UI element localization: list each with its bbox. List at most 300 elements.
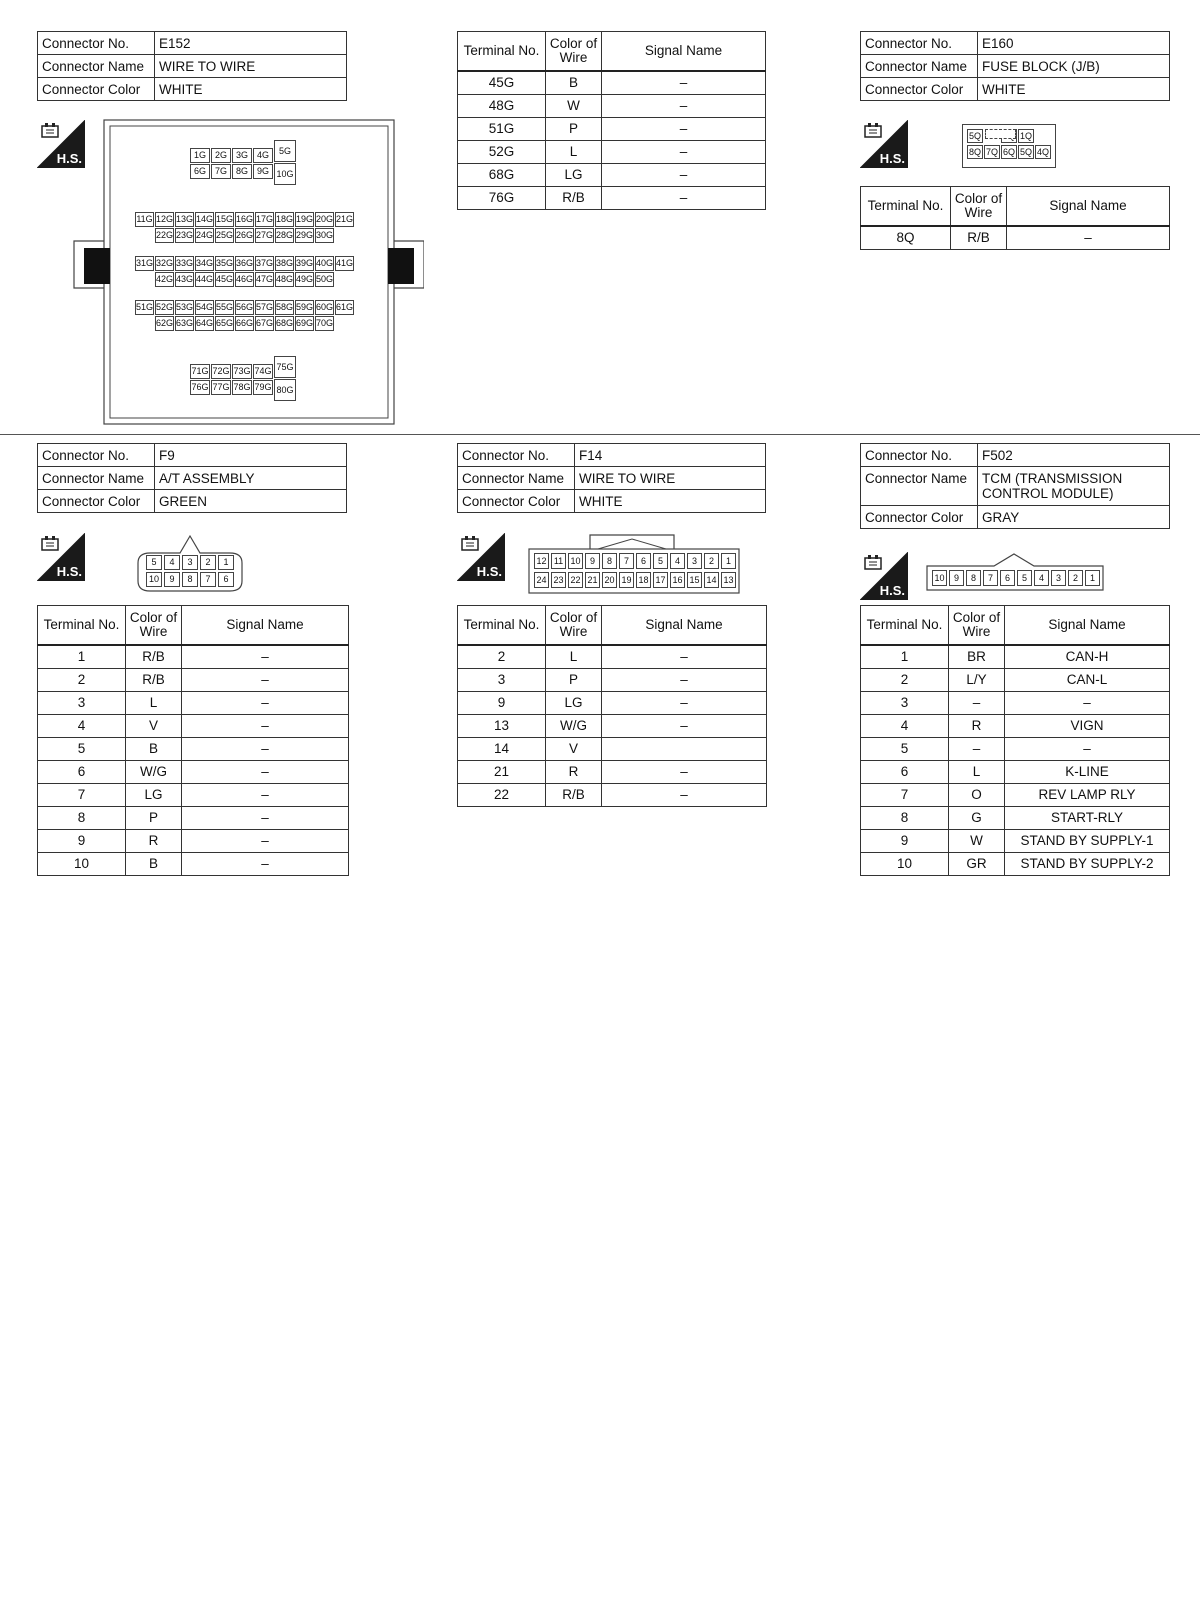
table-row: [861, 807, 1170, 830]
connector-pin: 5Q: [968, 131, 981, 141]
connector-pin: 37G: [255, 256, 274, 271]
wire-color-cell: P: [546, 118, 602, 141]
signal-name-cell: –: [182, 715, 349, 738]
terminal-no-cell: 7: [861, 784, 949, 807]
label-connector-color: Connector Color: [458, 490, 575, 513]
terminal-no-cell: 3: [861, 692, 949, 715]
wire-color-cell: V: [126, 715, 182, 738]
connector-pin: 57G: [255, 300, 274, 315]
connector-pin: 7Q: [985, 147, 998, 157]
table-row: [38, 645, 349, 669]
f14-harness-side-icon: [457, 533, 505, 581]
connector-pin: 72G: [211, 364, 231, 379]
terminal-no-cell: 6: [861, 761, 949, 784]
connector-pin: 2: [704, 553, 719, 569]
terminal-no-cell: 6: [38, 761, 126, 784]
connector-pin: 76G: [190, 380, 210, 395]
connector-pin: 10: [932, 570, 947, 586]
f14-info-table: [457, 443, 766, 513]
table-row: [458, 692, 767, 715]
connector-pin: 54G: [195, 300, 214, 315]
terminal-no-cell: 5: [861, 738, 949, 761]
wire-color-cell: G: [949, 807, 1005, 830]
signal-name-cell: K-LINE: [1005, 761, 1170, 784]
connector-pin: 6: [636, 553, 651, 569]
signal-name-cell: –: [602, 71, 766, 95]
connector-pin: 77G: [211, 380, 231, 395]
table-row: [38, 692, 349, 715]
table-row: [38, 761, 349, 784]
signal-name-cell: –: [602, 187, 766, 210]
table-row: [38, 807, 349, 830]
table-row: [458, 187, 766, 210]
f502-connector-face: [926, 552, 1104, 592]
f9-terminal-table: [37, 605, 349, 876]
connector-pin: 15G: [215, 212, 234, 227]
connector-pin: 53G: [175, 300, 194, 315]
table-row: [38, 830, 349, 853]
e160-harness-side-icon: [860, 120, 908, 168]
connector-pin: 70G: [315, 316, 334, 331]
header-color-of-wire: Color of Wire: [546, 606, 602, 646]
connector-pin: 4: [1034, 570, 1049, 586]
connector-pin: 79G: [253, 380, 273, 395]
signal-name-cell: STAND BY SUPPLY-2: [1005, 853, 1170, 876]
connector-pin: 6Q: [1002, 147, 1015, 157]
connector-pin: 19G: [295, 212, 314, 227]
header-signal-name: Signal Name: [1005, 606, 1170, 646]
e152-connector-face: [72, 118, 424, 426]
connector-pin: 8Q: [968, 147, 981, 157]
connector-pin: 8G: [232, 164, 252, 179]
signal-name-cell: –: [1005, 738, 1170, 761]
table-row: [861, 738, 1170, 761]
table-row: [458, 141, 766, 164]
connector-pin: 23G: [175, 228, 194, 243]
connector-pin: 17G: [255, 212, 274, 227]
wire-color-cell: W: [546, 95, 602, 118]
connector-pin: 5G: [274, 140, 296, 162]
connector-pin: 45G: [215, 272, 234, 287]
connector-pin: 3G: [232, 148, 252, 163]
connector-pin: 10G: [274, 163, 296, 185]
terminal-no-cell: 45G: [458, 71, 546, 95]
header-terminal-no: Terminal No.: [861, 187, 951, 227]
label-connector-no: Connector No.: [38, 444, 155, 467]
connector-pin: 16: [670, 572, 685, 588]
header-color-of-wire: Color of Wire: [546, 32, 602, 72]
f502-connector-name-line2: CONTROL MODULE): [982, 486, 1114, 501]
wire-color-cell: R/B: [126, 645, 182, 669]
label-connector-name: Connector Name: [38, 467, 155, 490]
terminal-no-cell: 8: [38, 807, 126, 830]
hs-label: H.S.: [879, 583, 905, 598]
connector-pin: 32G: [155, 256, 174, 271]
connector-pin: 18: [636, 572, 651, 588]
connector-pin: 24: [534, 572, 549, 588]
wire-color-cell: –: [949, 738, 1005, 761]
wire-color-cell: BR: [949, 645, 1005, 669]
signal-name-cell: –: [182, 807, 349, 830]
terminal-no-cell: 1: [38, 645, 126, 669]
wire-color-cell: W: [949, 830, 1005, 853]
header-signal-name: Signal Name: [182, 606, 349, 646]
signal-name-cell: –: [602, 715, 767, 738]
header-terminal-no: Terminal No.: [458, 606, 546, 646]
f9-connector-no: F9: [155, 444, 347, 467]
connector-pin: 10: [146, 572, 162, 587]
connector-pin: 40G: [315, 256, 334, 271]
connector-pin: 63G: [175, 316, 194, 331]
table-row: [458, 715, 767, 738]
connector-pin: 26G: [235, 228, 254, 243]
header-signal-name: Signal Name: [602, 32, 766, 72]
label-connector-name: Connector Name: [458, 467, 575, 490]
signal-name-cell: –: [602, 692, 767, 715]
connector-pin: 34G: [195, 256, 214, 271]
connector-pin: 8: [182, 572, 198, 587]
connector-pin: 9G: [253, 164, 273, 179]
connector-pin: 4G: [253, 148, 273, 163]
hs-label: H.S.: [56, 151, 82, 166]
terminal-no-cell: 10: [861, 853, 949, 876]
connector-pin: 68G: [275, 316, 294, 331]
terminal-no-cell: 9: [861, 830, 949, 853]
connector-pin: 66G: [235, 316, 254, 331]
blank-cavity: [985, 129, 1016, 139]
connector-pin: 8: [602, 553, 617, 569]
connector-pin: 13: [721, 572, 736, 588]
header-color-of-wire: Color of Wire: [126, 606, 182, 646]
terminal-no-cell: 21: [458, 761, 546, 784]
connector-pin: 3: [182, 555, 198, 570]
terminal-no-cell: 3: [458, 669, 546, 692]
connector-pin: 2: [1068, 570, 1083, 586]
connector-pin: 5: [146, 555, 162, 570]
connector-pin: 4Q: [1036, 147, 1049, 157]
table-row: [38, 853, 349, 876]
connector-pin: 25G: [215, 228, 234, 243]
label-connector-no: Connector No.: [861, 444, 978, 467]
table-row: [458, 784, 767, 807]
connector-pin: 28G: [275, 228, 294, 243]
f9-connector-color: GREEN: [155, 490, 347, 513]
connector-pin: 6: [218, 572, 234, 587]
terminal-no-cell: 52G: [458, 141, 546, 164]
connector-pin: 47G: [255, 272, 274, 287]
connector-pin: 39G: [295, 256, 314, 271]
table-row: [861, 692, 1170, 715]
e152-terminal-table: [457, 31, 766, 210]
signal-name-cell: –: [182, 738, 349, 761]
connector-pin: 1: [218, 555, 234, 570]
table-row: [861, 761, 1170, 784]
wire-color-cell: B: [546, 71, 602, 95]
signal-name-cell: REV LAMP RLY: [1005, 784, 1170, 807]
header-color-of-wire: Color of Wire: [949, 606, 1005, 646]
wire-color-cell: L/Y: [949, 669, 1005, 692]
table-row: [38, 738, 349, 761]
connector-pin: 29G: [295, 228, 314, 243]
connector-pin: 27G: [255, 228, 274, 243]
terminal-no-cell: 68G: [458, 164, 546, 187]
connector-pin: 7G: [211, 164, 231, 179]
signal-name-cell: –: [602, 141, 766, 164]
connector-pin: 75G: [274, 356, 296, 378]
connector-plug-icon: [864, 123, 882, 139]
wire-color-cell: P: [546, 669, 602, 692]
connector-pin: 44G: [195, 272, 214, 287]
connector-pin: 7: [619, 553, 634, 569]
connector-pin: 12: [534, 553, 549, 569]
wire-color-cell: R: [126, 830, 182, 853]
table-row: [38, 715, 349, 738]
label-connector-no: Connector No.: [458, 444, 575, 467]
connector-pin: 1Q: [1019, 131, 1032, 141]
terminal-no-cell: 7: [38, 784, 126, 807]
label-connector-color: Connector Color: [38, 78, 155, 101]
connector-pin: 7: [200, 572, 216, 587]
wire-color-cell: –: [949, 692, 1005, 715]
wire-color-cell: B: [126, 738, 182, 761]
f502-terminal-table: [860, 605, 1170, 876]
terminal-no-cell: 5: [38, 738, 126, 761]
wire-color-cell: R/B: [126, 669, 182, 692]
connector-pin: 18G: [275, 212, 294, 227]
label-connector-no: Connector No.: [38, 32, 155, 55]
f14-connector-face: [528, 533, 740, 595]
connector-pin: 69G: [295, 316, 314, 331]
label-connector-color: Connector Color: [861, 78, 978, 101]
signal-name-cell: STAND BY SUPPLY-1: [1005, 830, 1170, 853]
label-connector-name: Connector Name: [38, 55, 155, 78]
connector-pin: 13G: [175, 212, 194, 227]
connector-pin: 78G: [232, 380, 252, 395]
connector-pin: 2G: [211, 148, 231, 163]
signal-name-cell: –: [182, 645, 349, 669]
terminal-no-cell: 4: [38, 715, 126, 738]
table-row: [38, 669, 349, 692]
terminal-no-cell: 8: [861, 807, 949, 830]
signal-name-cell: –: [182, 784, 349, 807]
connector-pin: 14: [704, 572, 719, 588]
wire-color-cell: L: [546, 645, 602, 669]
connector-pin: 21G: [335, 212, 354, 227]
table-row: [458, 118, 766, 141]
connector-pin: 67G: [255, 316, 274, 331]
table-row: [458, 738, 767, 761]
connector-pin: 6: [1000, 570, 1015, 586]
e160-info-table: [860, 31, 1170, 101]
terminal-no-cell: 48G: [458, 95, 546, 118]
connector-pin: 46G: [235, 272, 254, 287]
table-row: [38, 784, 349, 807]
connector-pin: 36G: [235, 256, 254, 271]
terminal-no-cell: 14: [458, 738, 546, 761]
table-row: [458, 761, 767, 784]
wire-color-cell: V: [546, 738, 602, 761]
signal-name-cell: –: [602, 645, 767, 669]
wire-color-cell: L: [126, 692, 182, 715]
connector-pin: 16G: [235, 212, 254, 227]
connector-pin: 22: [568, 572, 583, 588]
connector-pin: 5: [1017, 570, 1032, 586]
signal-name-cell: –: [602, 95, 766, 118]
connector-pin: 2: [200, 555, 216, 570]
header-terminal-no: Terminal No.: [38, 606, 126, 646]
signal-name-cell: CAN-H: [1005, 645, 1170, 669]
connector-pin: 15: [687, 572, 702, 588]
connector-pin: 61G: [335, 300, 354, 315]
connector-pin: 52G: [155, 300, 174, 315]
signal-name-cell: –: [1005, 692, 1170, 715]
wire-color-cell: R/B: [546, 784, 602, 807]
connector-pin: 50G: [315, 272, 334, 287]
connector-pin: 49G: [295, 272, 314, 287]
signal-name-cell: –: [182, 669, 349, 692]
wire-color-cell: R/B: [951, 226, 1007, 250]
label-connector-color: Connector Color: [861, 506, 978, 529]
e160-terminal-table: [860, 186, 1170, 250]
table-row: [861, 645, 1170, 669]
table-row: [458, 95, 766, 118]
f14-connector-no: F14: [575, 444, 766, 467]
terminal-no-cell: 13: [458, 715, 546, 738]
signal-name-cell: –: [602, 164, 766, 187]
connector-plug-icon: [461, 536, 479, 552]
wire-color-cell: P: [126, 807, 182, 830]
connector-pin: 9: [585, 553, 600, 569]
connector-pin: 3: [1051, 570, 1066, 586]
connector-pin: 9: [164, 572, 180, 587]
connector-pin: 80G: [274, 379, 296, 401]
signal-name-cell: –: [182, 761, 349, 784]
connector-pin: 42G: [155, 272, 174, 287]
e152-connector-no: E152: [155, 32, 347, 55]
wire-color-cell: B: [126, 853, 182, 876]
connector-pin: 3: [687, 553, 702, 569]
connector-plug-icon: [864, 555, 882, 571]
signal-name-cell: VIGN: [1005, 715, 1170, 738]
connector-pin: 73G: [232, 364, 252, 379]
signal-name-cell: –: [1007, 226, 1170, 250]
connector-pin: 22G: [155, 228, 174, 243]
wire-color-cell: R: [546, 761, 602, 784]
f502-connector-name-line1: TCM (TRANSMISSION: [982, 471, 1123, 486]
connector-pin: 74G: [253, 364, 273, 379]
signal-name-cell: –: [602, 784, 767, 807]
connector-pin: 11G: [135, 212, 154, 227]
e160-connector-no: E160: [978, 32, 1170, 55]
connector-pin: 20G: [315, 212, 334, 227]
connector-pin: 14G: [195, 212, 214, 227]
label-connector-name: Connector Name: [861, 467, 978, 506]
signal-name-cell: –: [602, 761, 767, 784]
connector-pin: 21: [585, 572, 600, 588]
wire-color-cell: L: [546, 141, 602, 164]
table-row: [458, 164, 766, 187]
wire-color-cell: O: [949, 784, 1005, 807]
connector-pin: 12G: [155, 212, 174, 227]
wire-color-cell: LG: [126, 784, 182, 807]
wire-color-cell: W/G: [546, 715, 602, 738]
wire-color-cell: R: [949, 715, 1005, 738]
signal-name-cell: –: [602, 669, 767, 692]
connector-pin: 1: [721, 553, 736, 569]
connector-pin: 1: [1085, 570, 1100, 586]
connector-pin: 23: [551, 572, 566, 588]
connector-pin: 5: [653, 553, 668, 569]
connector-pin: 10: [568, 553, 583, 569]
terminal-no-cell: 3: [38, 692, 126, 715]
label-connector-color: Connector Color: [38, 490, 155, 513]
connector-pin: 19: [619, 572, 634, 588]
table-row: [861, 853, 1170, 876]
wire-color-cell: W/G: [126, 761, 182, 784]
signal-name-cell: –: [602, 118, 766, 141]
terminal-no-cell: 8Q: [861, 226, 951, 250]
connector-pin: 7: [983, 570, 998, 586]
connector-pin: 41G: [335, 256, 354, 271]
terminal-no-cell: 76G: [458, 187, 546, 210]
connector-pin: 59G: [295, 300, 314, 315]
terminal-no-cell: 2: [458, 645, 546, 669]
f502-connector-name: [978, 467, 1170, 506]
terminal-no-cell: 9: [38, 830, 126, 853]
connector-pin: 24G: [195, 228, 214, 243]
e160-connector-face: [962, 124, 1056, 168]
f502-connector-no: F502: [978, 444, 1170, 467]
connector-pin: 4: [164, 555, 180, 570]
connector-pin: 71G: [190, 364, 210, 379]
table-row: [861, 830, 1170, 853]
header-terminal-no: Terminal No.: [458, 32, 546, 72]
connector-pin: 8: [966, 570, 981, 586]
e160-connector-name: FUSE BLOCK (J/B): [978, 55, 1170, 78]
connector-pin: 64G: [195, 316, 214, 331]
signal-name-cell: [602, 738, 767, 761]
terminal-no-cell: 10: [38, 853, 126, 876]
e152-connector-name: WIRE TO WIRE: [155, 55, 347, 78]
hs-label: H.S.: [56, 564, 82, 579]
f502-connector-color: GRAY: [978, 506, 1170, 529]
connector-pin: 60G: [315, 300, 334, 315]
wire-color-cell: GR: [949, 853, 1005, 876]
signal-name-cell: START-RLY: [1005, 807, 1170, 830]
table-row: [861, 784, 1170, 807]
terminal-no-cell: 2: [38, 669, 126, 692]
table-row: [861, 715, 1170, 738]
connector-pin: 20: [602, 572, 617, 588]
connector-pin: 31G: [135, 256, 154, 271]
header-signal-name: Signal Name: [1007, 187, 1170, 227]
f9-connector-face: [136, 533, 244, 593]
connector-pin: 11: [551, 553, 566, 569]
f9-connector-name: A/T ASSEMBLY: [155, 467, 347, 490]
connector-pin: 48G: [275, 272, 294, 287]
table-row: [458, 645, 767, 669]
signal-name-cell: –: [182, 853, 349, 876]
connector-pin: 43G: [175, 272, 194, 287]
connector-pin: 17: [653, 572, 668, 588]
connector-pin: 4: [670, 553, 685, 569]
terminal-no-cell: 9: [458, 692, 546, 715]
connector-pin: 38G: [275, 256, 294, 271]
f9-harness-side-icon: [37, 533, 85, 581]
connector-pin: 56G: [235, 300, 254, 315]
connector-pin: 58G: [275, 300, 294, 315]
terminal-no-cell: 51G: [458, 118, 546, 141]
